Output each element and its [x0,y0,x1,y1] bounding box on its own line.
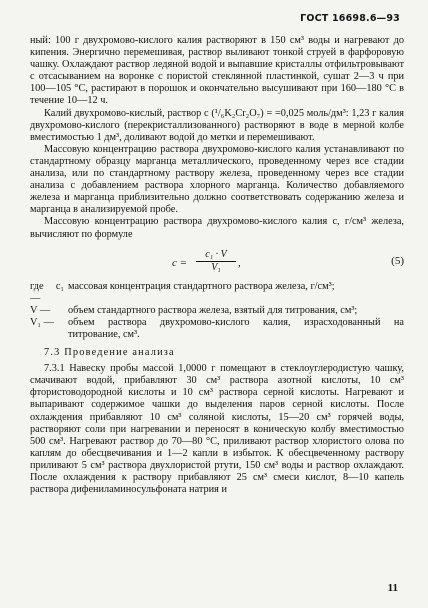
section-title: 7.3 Проведение анализа [44,347,175,359]
definition-text: объем раствора двухромово-кислого калия, израсходованный на титрование, см³. [68,316,404,340]
formula-lhs: c = [172,256,188,269]
page-number: 11 [387,582,398,594]
paragraph-mass-concentration-setup: Массовую концентрацию раствора двухромово-кислого калия устанавливают по стандартному образцу марганца металлического, проведенному через все стадии анализа, или по стандартному раствору железа, проведенному через все стадии анализа с добавлением раствора хлорного марганца. Количество добавляемого железа и марганца приблизительно должно соответствовать содержанию железа и марганца в анализируемой пробе. [30,143,404,216]
formula-numerator: c₁ · V [196,249,236,262]
variable-definitions [30,281,404,341]
formula-5 [30,243,404,279]
formula-denominator: V₁ [211,261,221,273]
body-text [30,35,404,496]
formula-fraction [196,249,236,274]
paragraph-formula-intro: Массовую концентрацию раствора двухромово-кислого калия с, г/см³ железа, вычисляют по формуле [30,216,404,240]
paragraph-continued: ный: 100 г двухромово-кислого калия растворяют в 150 см³ воды и нагревают до кипения. Энергично перемешивая, раствор выливают тонкой струей в фарфоровую чашку. Охлаждают раствор ледяной водой и выпавшие кристаллы отфильтровывают с отсасыванием на воронке с пористой стеклянной пластинкой, сушат 2—3 ч при 100—105 °С, растирают в порошок и окончательно высушивают при 160—180 °С в течение 10—12 ч. [30,35,404,107]
definition-v [30,305,404,317]
formula-number: (5) [391,254,404,267]
standard-header: ГОСТ 16698.6—93 [300,13,400,24]
definition-term: где c₁ — [30,280,64,304]
paragraph-dichromate-solution: Калий двухромово-кислый, раствор с (¹/₆K₂Cr₂O₇) = =0,025 моль/дм³: 1,23 г калия двухромово-кислого (перекристаллизованного) растворяют в воде в мерной колбе вместимостью 1 дм³, доливают водой до метки и перемешивают. [30,107,404,143]
definition-c1 [30,281,404,305]
definition-term: V₁ — [30,316,54,328]
definition-v1 [30,317,404,341]
definition-text: массовая концентрация стандартного раствора железа, г/см³; [68,280,335,292]
paragraph-procedure: 7.3.1 Навеску пробы массой 1,0000 г помещают в стеклоуглеродистую чашку, смачивают водой, прибавляют 30 см³ раствора азотной кислоты, 10 см³ фтористоводородной кислоты и 10 см³ раствора серной кислоты. Нагревают и выпаривают содержимое чашки до выделения паров серной кислоты. После охлаждения прибавляют 10 см³ соляной кислоты, 15—20 см³ горячей воды, растворяют соли при нагревании и переносят в коническую колбу вместимостью 500 см³. Нагревают раствор до 70—80 °С, приливают раствор хлористого олова по каплям до обесцвечивания и 1—2 капли в избыток. К обесцвеченному раствору приливают 5 см³ раствора двухлористой ртути, 150 см³ воды и раствор охлаждают. После охлаждения к раствору прибавляют 25 см³ смеси кислот, 8—10 капель раствора дифениламиносульфоната натрия и [30,363,404,496]
definition-text: объем стандартного раствора железа, взятый для титрования, см³; [68,304,358,316]
formula-tail: , [238,256,241,269]
definition-term: V — [30,304,51,316]
